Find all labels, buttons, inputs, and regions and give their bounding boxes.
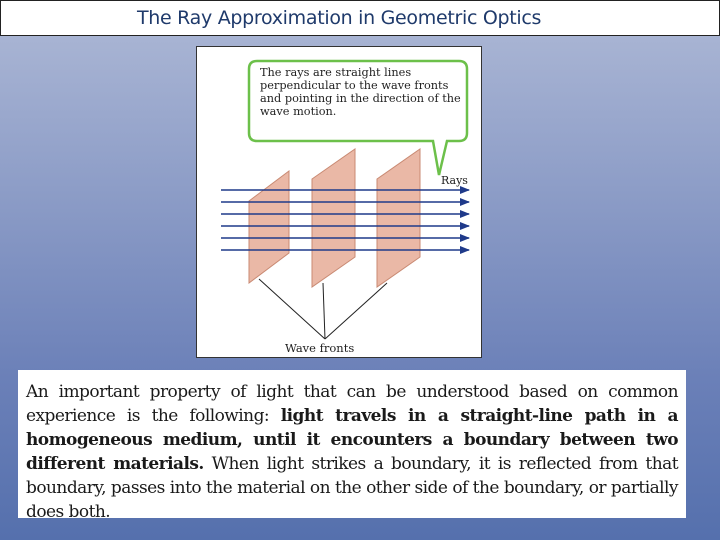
pointer-line-2 — [323, 283, 325, 339]
wave-front-1 — [249, 171, 289, 283]
wave-front-pointers — [259, 279, 387, 339]
callout-text: The rays are straight lines perpendicular to the wave fronts and pointing in the direction of the wave motion. — [260, 66, 461, 118]
title-bar — [0, 0, 720, 36]
paragraph-box — [18, 370, 686, 522]
pointer-line-1 — [259, 279, 325, 339]
paragraph-part-1: An important property of light that can be understood based on common experience is the following: — [26, 382, 678, 426]
ray-diagram-figure — [196, 46, 482, 358]
slide-title: The Ray Approximation in Geometric Optics — [137, 7, 542, 29]
rays-label: Rays — [441, 174, 468, 187]
paragraph-part-2: When light strikes a boundary, it is reflected from that boundary, passes into the material on the other side of the boundary, or partially does both. — [26, 454, 678, 522]
wave-front-2 — [312, 149, 355, 287]
wave-fronts-label: Wave fronts — [285, 341, 355, 355]
paragraph — [26, 380, 678, 524]
pointer-line-3 — [325, 283, 387, 339]
wave-front-3 — [377, 149, 420, 287]
paragraph-bold: light travels in a straight-line path in a homogeneous medium, until it encounters a boundary between two different materials. — [26, 406, 678, 474]
